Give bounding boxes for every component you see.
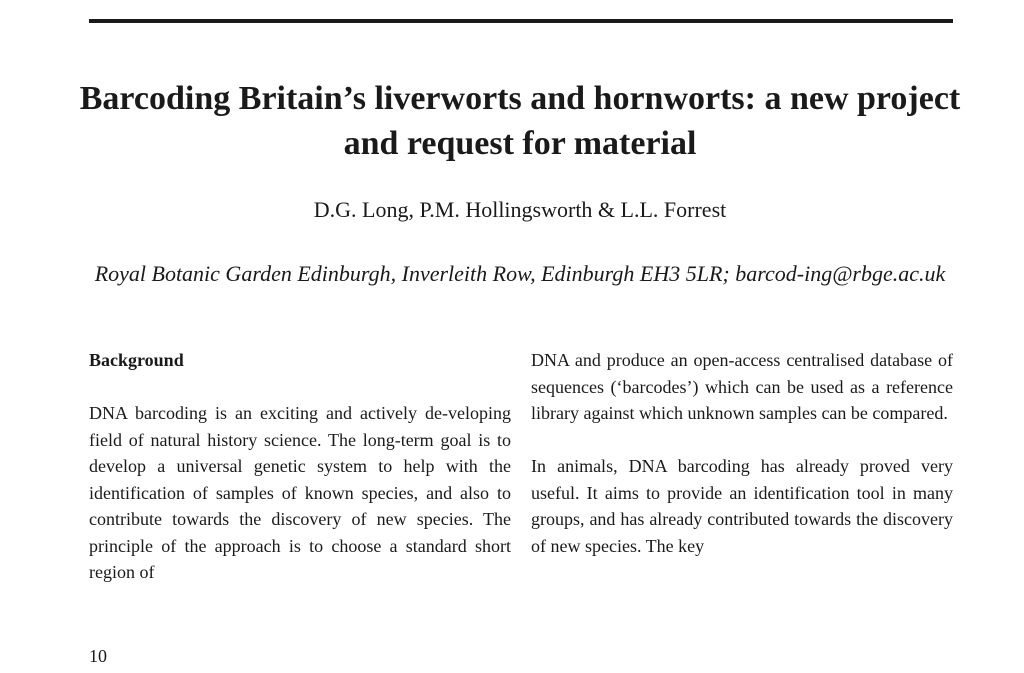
article-authors: D.G. Long, P.M. Hollingsworth & L.L. Forrest [313, 197, 727, 222]
article-title: Barcoding Britain’s liverworts and hornworts: a new project and request for material [79, 80, 961, 162]
right-column [531, 347, 953, 559]
page-number: 10 [89, 646, 107, 666]
body-paragraph: In animals, DNA barcoding has already proved very useful. It aims to provide an identification tool in many groups, and has already contributed towards the discovery of new species. The key [531, 456, 953, 556]
section-heading-background: Background [89, 350, 184, 370]
body-paragraph: DNA and produce an open-access centralised database of sequences (‘barcodes’) which can be used as a reference library against which unknown samples can be compared. [531, 350, 953, 423]
header-rule [89, 19, 953, 23]
body-paragraph: DNA barcoding is an exciting and actively de-veloping field of natural history science. The long-term goal is to develop a universal genetic system to help with the identification of samples of known species, and also to contribute towards the discovery of new species. The principle of the approach is to choose a standard short region of [89, 403, 511, 582]
left-column [89, 347, 511, 586]
author-affiliation: Royal Botanic Garden Edinburgh, Inverleith Row, Edinburgh EH3 5LR; barcod-ing@rbge.ac.uk [94, 261, 946, 286]
